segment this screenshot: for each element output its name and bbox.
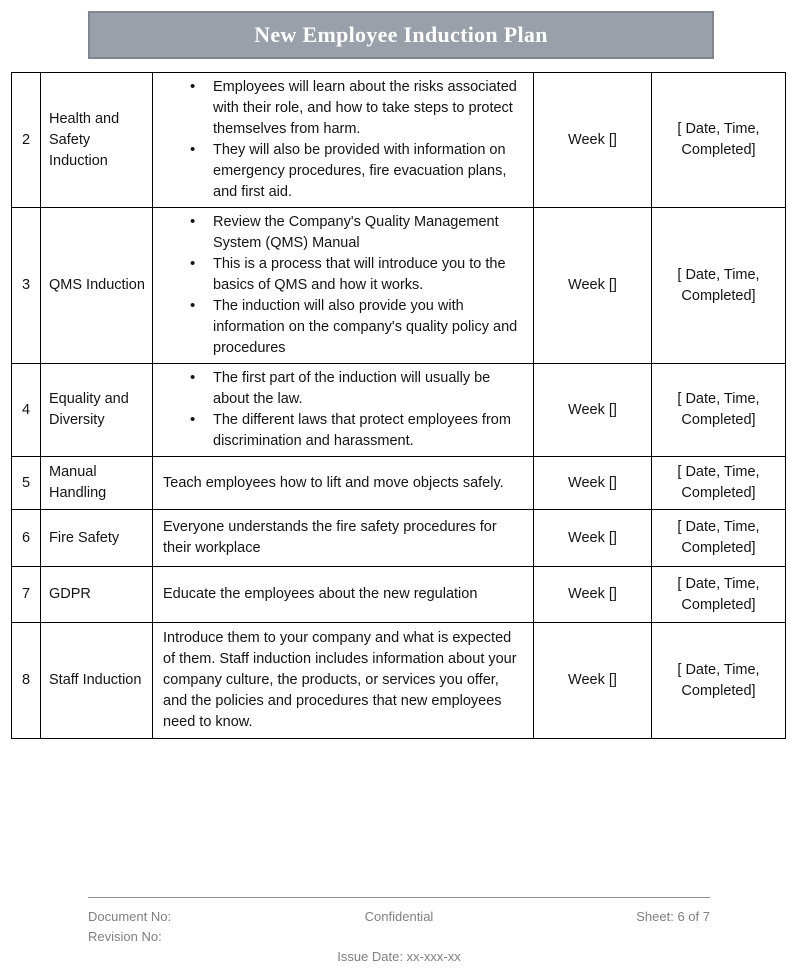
- description-cell: Everyone understands the fire safety procedures for their workplace: [153, 510, 534, 567]
- row-number-cell: 4: [12, 364, 41, 457]
- induction-name-cell: QMS Induction: [41, 208, 153, 364]
- bullet-item: • They will also be provided with information on emergency procedures, fire evacuation plans, and first aid.: [190, 140, 527, 203]
- bullet-item: • Review the Company's Quality Management System (QMS) Manual: [190, 212, 527, 254]
- table-row: [12, 510, 786, 567]
- induction-name-cell: Health and Safety Induction: [41, 73, 153, 208]
- bullet-item: • The different laws that protect employees from discrimination and harassment.: [190, 410, 527, 452]
- row-number-cell: 2: [12, 73, 41, 208]
- page-title: New Employee Induction Plan: [254, 22, 548, 47]
- row-number-cell: 8: [12, 623, 41, 739]
- week-cell: Week []: [534, 623, 652, 739]
- week-cell: Week []: [534, 208, 652, 364]
- bullet-item: • This is a process that will introduce you to the basics of QMS and how it works.: [190, 254, 527, 296]
- completion-cell: [ Date, Time, Completed]: [652, 623, 786, 739]
- row-number-cell: 5: [12, 457, 41, 510]
- description-cell: [153, 208, 534, 364]
- completion-cell: [ Date, Time, Completed]: [652, 73, 786, 208]
- description-bullet-list: [155, 368, 531, 452]
- bullet-item: • The induction will also provide you with information on the company's quality policy and procedures: [190, 296, 527, 359]
- week-cell: Week []: [534, 510, 652, 567]
- description-cell: Teach employees how to lift and move objects safely.: [153, 457, 534, 510]
- induction-name-cell: Manual Handling: [41, 457, 153, 510]
- footer-spacer: [295, 927, 502, 947]
- table-row: [12, 623, 786, 739]
- table-row: [12, 364, 786, 457]
- revision-no-label: Revision No:: [88, 929, 162, 944]
- description-cell: Educate the employees about the new regulation: [153, 567, 534, 623]
- completion-cell: [ Date, Time, Completed]: [652, 567, 786, 623]
- induction-name-cell: Fire Safety: [41, 510, 153, 567]
- completion-cell: [ Date, Time, Completed]: [652, 457, 786, 510]
- sheet-number-label: Sheet: 6 of 7: [636, 909, 710, 924]
- table-row: [12, 208, 786, 364]
- completion-cell: [ Date, Time, Completed]: [652, 208, 786, 364]
- row-number-cell: 6: [12, 510, 41, 567]
- completion-cell: [ Date, Time, Completed]: [652, 364, 786, 457]
- document-no-label: Document No:: [88, 909, 172, 924]
- description-cell: [153, 73, 534, 208]
- description-cell: Introduce them to your company and what is expected of them. Staff induction includes information about your company culture, the products, or services you offer, and the policies and procedures that new employees need to know.: [153, 623, 534, 739]
- completion-cell: [ Date, Time, Completed]: [652, 510, 786, 567]
- week-cell: Week []: [534, 364, 652, 457]
- week-cell: Week []: [534, 567, 652, 623]
- page-footer: [88, 897, 710, 967]
- row-number-cell: 3: [12, 208, 41, 364]
- induction-name-cell: GDPR: [41, 567, 153, 623]
- table-row: [12, 73, 786, 208]
- bullet-item: • The first part of the induction will usually be about the law.: [190, 368, 527, 410]
- week-cell: Week []: [534, 73, 652, 208]
- bullet-item: • Employees will learn about the risks associated with their role, and how to take steps to protect themselves from harm.: [190, 77, 527, 140]
- induction-plan-table: [11, 72, 786, 739]
- confidential-label: Confidential: [364, 909, 434, 924]
- induction-name-cell: Staff Induction: [41, 623, 153, 739]
- induction-name-cell: Equality and Diversity: [41, 364, 153, 457]
- table-row: [12, 457, 786, 510]
- table-row: [12, 567, 786, 623]
- description-bullet-list: [155, 212, 531, 359]
- description-bullet-list: [155, 77, 531, 203]
- week-cell: Week []: [534, 457, 652, 510]
- description-cell: [153, 364, 534, 457]
- document-title-banner: [88, 11, 714, 59]
- issue-date-label: Issue Date: xx-xxx-xx: [337, 949, 461, 964]
- row-number-cell: 7: [12, 567, 41, 623]
